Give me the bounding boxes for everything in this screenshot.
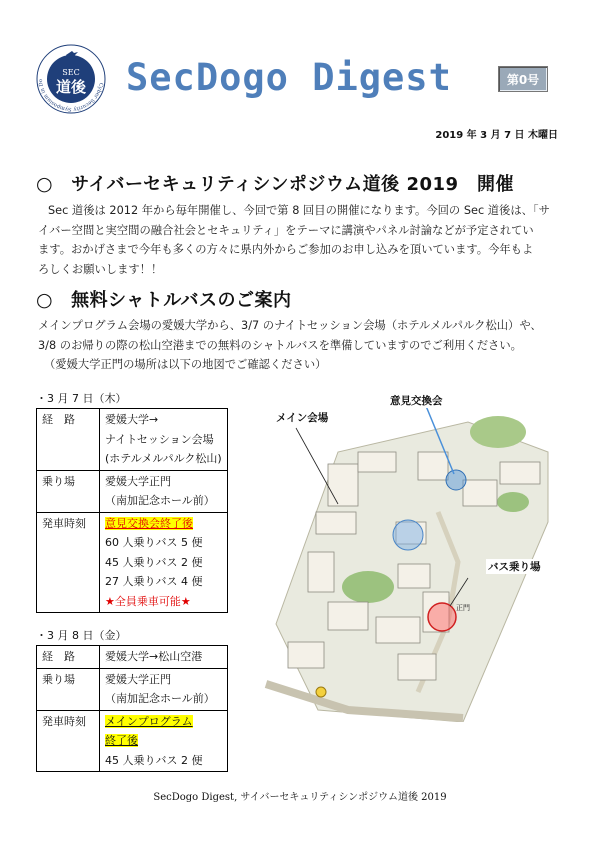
green-area [470,416,526,448]
section1-line: Sec 道後は 2012 年から毎年開催し、今回で第 8 回目の開催になります。今回の Sec 道後は、「サ [48,204,550,217]
gate-label: 正門 [456,604,470,612]
green-area [497,492,529,512]
main-venue-highlight [393,520,423,550]
stop-line: 愛媛大学正門 [105,474,171,488]
day2-schedule-table [36,645,228,772]
stop-key: 乗り場 [37,668,100,710]
bus-line: 27 人乗りバス 4 便 [105,575,203,588]
section2-line: メインプログラム会場の愛媛大学から、3/7 のナイトセッション会場（ホテルメルパルク松山）や、 [38,319,542,332]
route-value [100,409,228,471]
table-row [37,710,228,772]
time-value [100,512,228,613]
bus-stop-label: バス乗り場 [488,561,541,573]
table-row [37,668,228,710]
secdogo-logo [36,44,106,114]
building [316,512,356,534]
time-key: 発車時刻 [37,512,100,613]
section2-line: 3/8 のお帰りの際の松山空港までの無料のシャトルバスを準備していますのでご利用ください。 [38,338,522,352]
parking-marker [316,687,326,697]
bus-stop-highlight [428,603,456,631]
building [328,464,358,506]
building [418,452,448,480]
departure-condition: メインプログラム [105,714,193,728]
section1-line: イバー空間と実空間の融合社会とセキュリティ」をテーマに講演やパネル討論などが予定されてい [38,223,534,237]
building [398,654,436,680]
departure-condition: 意見交換会終了後 [105,516,193,530]
route-line: ナイトセッション会場 [105,432,214,446]
section1-body [38,201,578,279]
route-key: 経 路 [37,409,100,471]
day1-label: ・3 月 7 日（木） [36,392,127,405]
building [308,552,334,592]
green-area [342,571,394,603]
section1-heading [36,170,514,196]
campus-map [258,392,558,722]
building [376,617,420,643]
table-row [37,646,228,669]
building [500,462,540,484]
bus-line: 60 人乗りバス 5 便 [105,536,203,549]
route-key: 経 路 [37,646,100,669]
building [328,602,368,630]
stop-line: （南加記念ホール前） [105,494,215,507]
issue-date: 2019 年 3 月 7 日 木曜日 [435,130,558,141]
newsletter-title: SecDogo Digest [126,56,452,99]
logo-main-text: 道後 [55,78,87,96]
day1-schedule-table [36,408,228,613]
time-key: 発車時刻 [37,710,100,772]
bus-line: 45 人乗りバス 2 便 [105,555,203,569]
logo-ring-text: Cyber Security Symposium in Do [37,78,104,113]
section1-mark: ○ [36,173,54,195]
page-footer: SecDogo Digest, サイバーセキュリティシンポジウム道後 2019 [153,792,447,803]
building [358,452,396,472]
exchange-venue-label: 意見交換会 [390,395,443,407]
stop-key: 乗り場 [37,470,100,512]
route-line: (ホテルメルパルク松山) [105,452,222,465]
route-line: 愛媛大学→ [105,413,159,426]
section2-line: （愛媛大学正門の場所は以下の地図でご確認ください） [44,358,327,371]
table-row [37,409,228,471]
bus-line: 45 人乗りバス 2 便 [105,753,203,767]
section1-heading-text: サイバーセキュリティシンポジウム道後 2019 開催 [71,174,515,195]
section1-line: ます。おかげさまで今年も多くの方々に県内外からご参加のお申し込みを頂いています。今年もよ [38,243,534,256]
building [463,480,497,506]
capacity-note: ★全員乗車可能★ [105,594,191,608]
stop-value [100,470,228,512]
building [398,564,430,588]
table-row [37,512,228,613]
section2-heading [36,286,291,312]
section2-heading-text: 無料シャトルバスのご案内 [71,290,292,311]
logo-top-text: SEC [62,68,80,77]
table-row [37,470,228,512]
building [288,642,324,668]
exchange-venue-highlight [446,470,466,490]
day2-label: ・3 月 8 日（金） [36,629,127,642]
stop-value [100,668,228,710]
main-venue-label: メイン会場 [276,412,329,424]
stop-line: 愛媛大学正門 [105,672,171,686]
departure-condition: 終了後 [105,734,138,747]
route-value: 愛媛大学→松山空港 [100,646,228,669]
issue-badge: 第0号 [498,66,548,92]
time-value [100,710,228,772]
section1-line: ろしくお願いします！！ [38,262,163,276]
section2-mark: ○ [36,289,54,311]
section2-body [38,316,583,375]
stop-line: （南加記念ホール前） [105,692,215,705]
